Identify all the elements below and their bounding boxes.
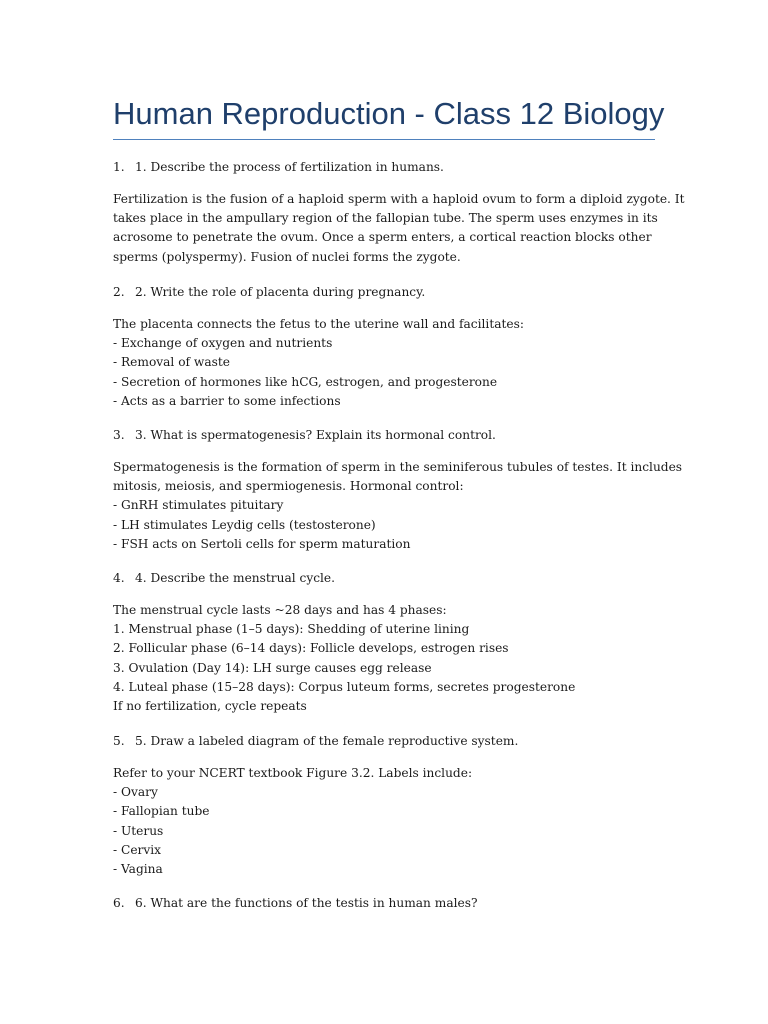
question-text: 4. Describe the menstrual cycle. xyxy=(135,571,336,585)
question-text: 5. Draw a labeled diagram of the female reproductive system. xyxy=(135,734,519,748)
question-number: 1. xyxy=(113,160,125,174)
answer-2 xyxy=(113,315,658,411)
answer-line: - Ovary xyxy=(113,785,158,800)
answer-4 xyxy=(113,601,658,716)
answer-5 xyxy=(113,764,658,879)
question-3 xyxy=(113,426,658,445)
answer-line: - Removal of waste xyxy=(113,355,230,370)
answer-line: - Cervix xyxy=(113,842,162,857)
question-text: 6. What are the functions of the testis in human males? xyxy=(135,896,478,910)
answer-line: 1. Menstrual phase (1–5 days): Shedding of uterine lining xyxy=(113,622,470,637)
answer-line: The placenta connects the fetus to the uterine wall and facilitates: xyxy=(113,317,524,331)
answer-3 xyxy=(113,458,683,554)
answer-line: - GnRH stimulates pituitary xyxy=(113,498,284,513)
question-number: 4. xyxy=(113,571,125,585)
answer-line: - LH stimulates Leydig cells (testosterone) xyxy=(113,517,376,532)
answer-line: acrosome to penetrate the ovum. Once a sperm enters, a cortical reaction blocks other xyxy=(113,230,652,245)
answer-line: - Acts as a barrier to some infections xyxy=(113,393,341,408)
answer-line: 4. Luteal phase (15–28 days): Corpus luteum forms, secretes progesterone xyxy=(113,679,576,694)
document-title: Human Reproduction - Class 12 Biology xyxy=(113,96,665,131)
answer-line: 2. Follicular phase (6–14 days): Follicle develops, estrogen rises xyxy=(113,641,509,656)
question-text: 1. Describe the process of fertilization in humans. xyxy=(135,160,444,174)
answer-line: takes place in the ampullary region of the fallopian tube. The sperm uses enzymes in its xyxy=(113,211,658,226)
answer-line: - Vagina xyxy=(113,862,163,877)
question-number: 6. xyxy=(113,896,125,910)
answer-line: - Exchange of oxygen and nutrients xyxy=(113,336,333,351)
answer-line: sperms (polyspermy). Fusion of nuclei forms the zygote. xyxy=(113,249,461,264)
question-6 xyxy=(113,894,658,913)
question-2 xyxy=(113,283,658,302)
answer-1 xyxy=(113,190,685,267)
question-number: 2. xyxy=(113,285,125,299)
question-number: 5. xyxy=(113,734,125,748)
answer-line: 3. Ovulation (Day 14): LH surge causes egg release xyxy=(113,660,432,675)
title-divider xyxy=(113,139,655,140)
answer-line: If no fertilization, cycle repeats xyxy=(113,699,307,714)
answer-line: - Fallopian tube xyxy=(113,804,210,819)
answer-line: Refer to your NCERT textbook Figure 3.2. Labels include: xyxy=(113,766,473,780)
question-number: 3. xyxy=(113,428,125,442)
answer-line: - FSH acts on Sertoli cells for sperm maturation xyxy=(113,536,411,551)
answer-line: mitosis, meiosis, and spermiogenesis. Hormonal control: xyxy=(113,479,464,494)
question-text: 2. Write the role of placenta during pregnancy. xyxy=(135,285,426,299)
answer-line: - Uterus xyxy=(113,823,164,838)
answer-line: - Secretion of hormones like hCG, estrogen, and progesterone xyxy=(113,374,498,389)
question-5 xyxy=(113,732,658,751)
answer-line: The menstrual cycle lasts ~28 days and has 4 phases: xyxy=(113,603,447,617)
answer-line: Spermatogenesis is the formation of sperm in the seminiferous tubules of testes. It includes xyxy=(113,460,683,474)
question-text: 3. What is spermatogenesis? Explain its hormonal control. xyxy=(135,428,496,442)
answer-line: Fertilization is the fusion of a haploid sperm with a haploid ovum to form a diploid zygote. It xyxy=(113,192,685,206)
question-4 xyxy=(113,569,658,588)
question-1 xyxy=(113,158,658,177)
